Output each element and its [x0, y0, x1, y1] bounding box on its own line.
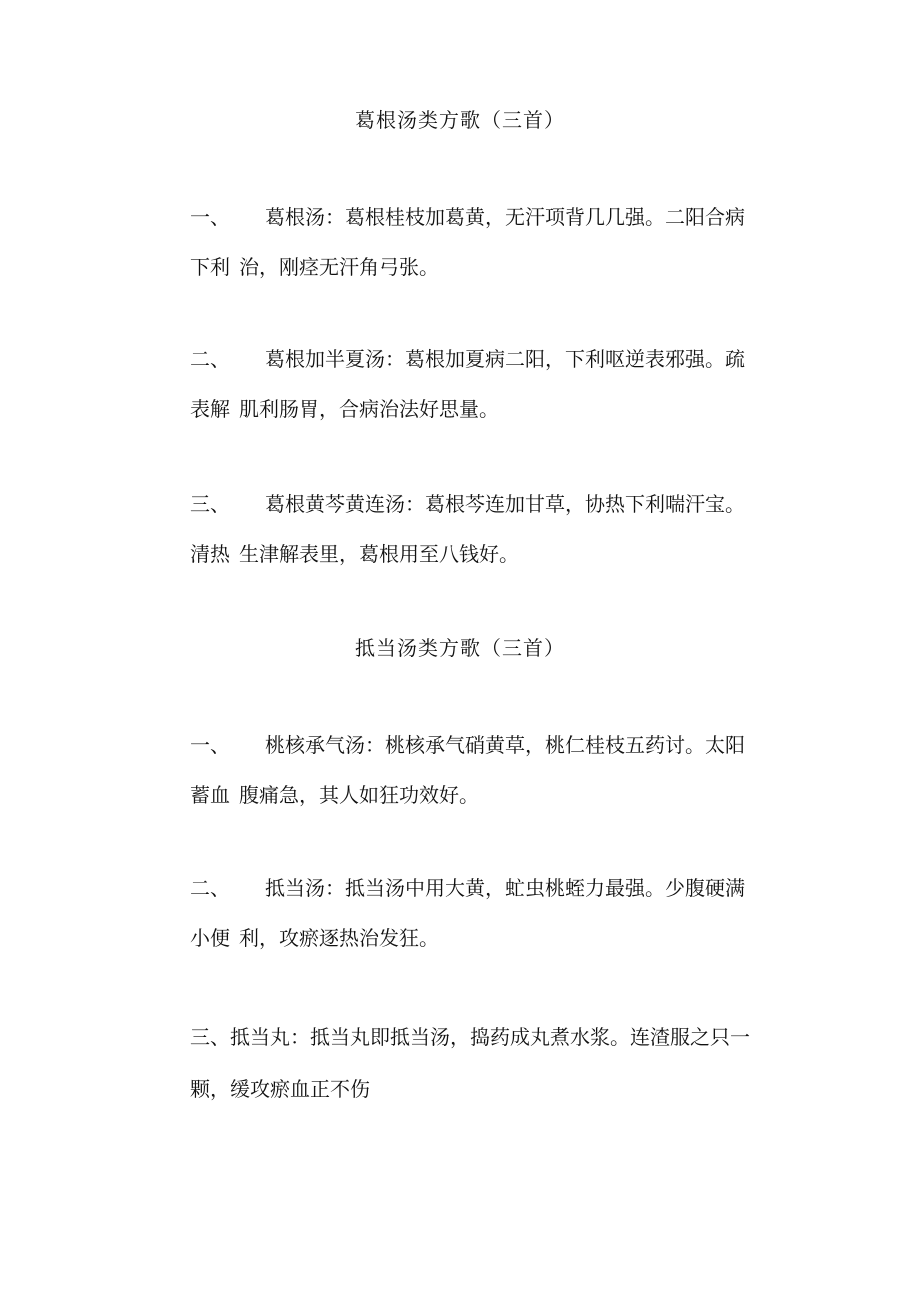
verse-text: 葛根汤：葛根桂枝加葛黄，无汗项背几几强。二阳合病: [265, 205, 745, 229]
verse-text: 抵当汤：抵当汤中用大黄，虻虫桃蛭力最强。少腹硬满: [265, 876, 745, 900]
verse-text: 颗，缓攻瘀血正不伤: [190, 1077, 370, 1101]
verse-text-b: 利，攻瘀逐热治发狂。: [239, 926, 439, 950]
verse-number: 一、: [190, 205, 230, 229]
verse-line-1: [190, 205, 745, 229]
verse-text-b: 生津解表里，葛根用至八钱好。: [239, 542, 519, 566]
verse-text: 抵当丸：抵当丸即抵当汤，捣药成丸煮水浆。连渣服之只一: [230, 1025, 750, 1049]
verse-line-1: [190, 347, 745, 371]
verse-line-2: [190, 255, 439, 279]
verse-line-1: [190, 876, 745, 900]
section-title-gegen: 葛根汤类方歌（三首）: [355, 108, 565, 132]
verse-number: 二、: [190, 876, 230, 900]
verse-line-2: [190, 542, 519, 566]
verse-line-2: [190, 397, 499, 421]
verse-text-b: 肌利肠胃，合病治法好思量。: [239, 397, 499, 421]
verse-text-a: 下利: [190, 255, 230, 279]
verse-text-b: 腹痛急，其人如狂功效好。: [239, 783, 479, 807]
verse-text-a: 表解: [190, 397, 230, 421]
verse-text-a: 蓄血: [190, 783, 230, 807]
verse-text: 葛根黄芩黄连汤：葛根芩连加甘草，协热下利喘汗宝。: [265, 492, 745, 516]
verse-line-1: [190, 1025, 750, 1049]
verse-text: 葛根加半夏汤：葛根加夏病二阳，下利呕逆表邪强。疏: [265, 347, 745, 371]
verse-line-1: [190, 492, 745, 516]
verse-number: 三、: [190, 1025, 230, 1049]
verse-text-a: 小便: [190, 926, 230, 950]
verse-text-b: 治，刚痉无汗角弓张。: [239, 255, 439, 279]
verse-text: 桃核承气汤：桃核承气硝黄草，桃仁桂枝五药讨。太阳: [265, 733, 745, 757]
verse-line-2: [190, 926, 439, 950]
verse-number: 二、: [190, 347, 230, 371]
verse-text-a: 清热: [190, 542, 230, 566]
verse-number: 一、: [190, 733, 230, 757]
verse-line-2: [190, 783, 479, 807]
verse-line-2: [190, 1077, 370, 1101]
section-title-didang: 抵当汤类方歌（三首）: [355, 636, 565, 660]
verse-number: 三、: [190, 492, 230, 516]
verse-line-1: [190, 733, 745, 757]
